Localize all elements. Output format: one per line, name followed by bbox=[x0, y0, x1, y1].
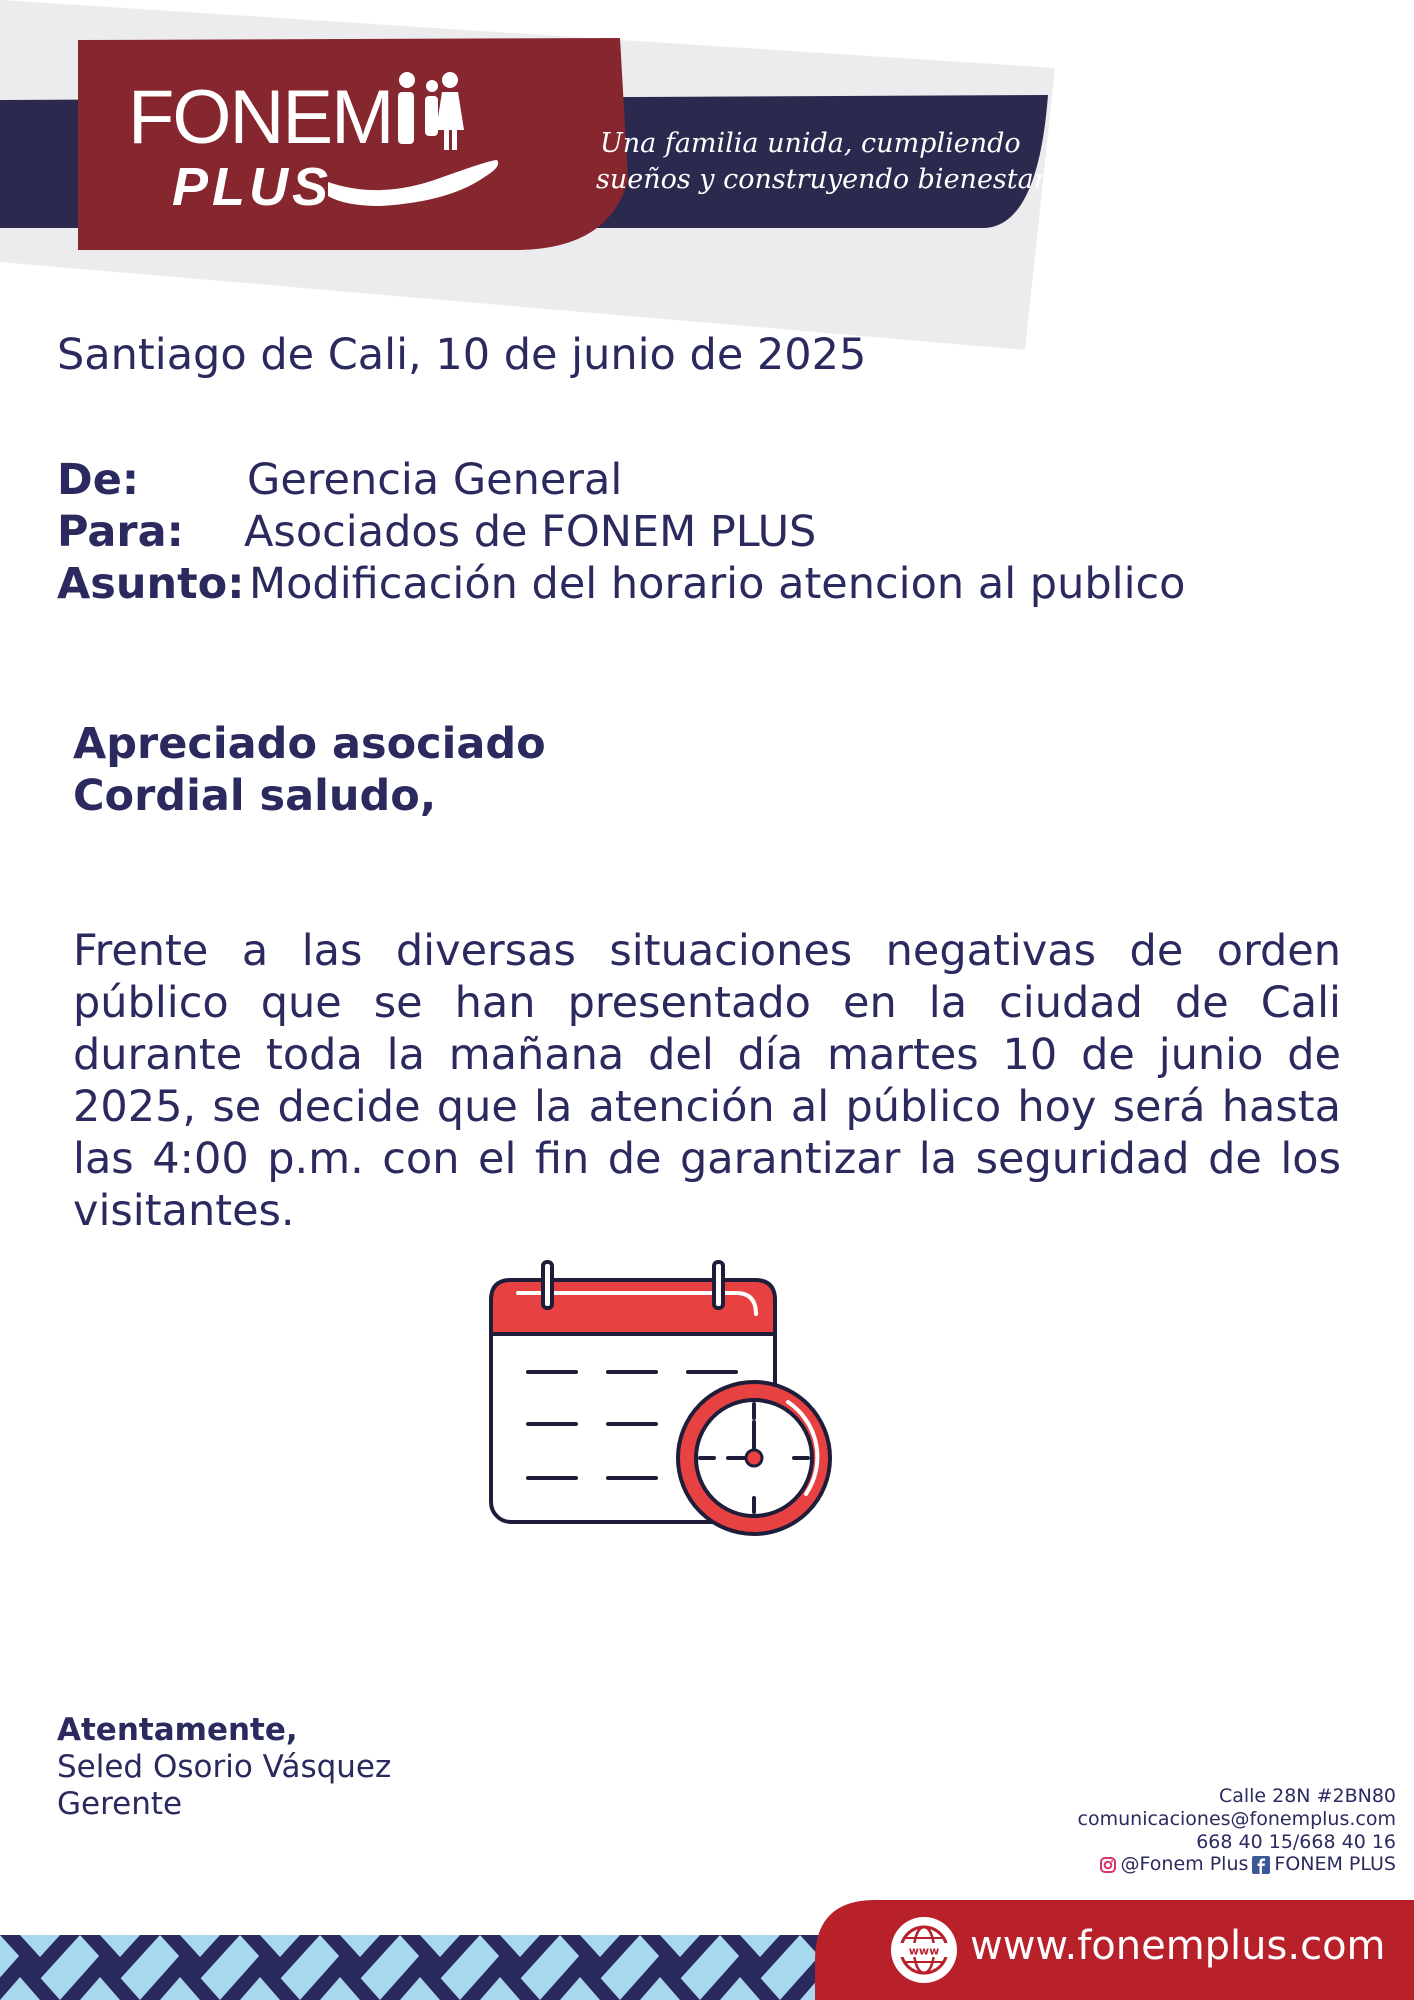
greeting-line-2: Cordial saludo, bbox=[73, 771, 437, 822]
letter-body: Frente a las diversas situaciones negativas de orden público que se han presentado en la ciudad de Cali durante toda la mañana del día martes 10 de junio de 2025, se decide que la atención al público hoy será hasta las 4:00 p.m. con el fin de garantizar la seguridad de los visitantes. bbox=[73, 926, 1341, 1237]
facebook-handle[interactable]: FONEM PLUS bbox=[1274, 1853, 1396, 1876]
greeting bbox=[73, 718, 546, 823]
contact-phones: 668 40 15/668 40 16 bbox=[1196, 1830, 1396, 1853]
instagram-handle[interactable]: @Fonem Plus bbox=[1120, 1853, 1249, 1876]
svg-text:www: www bbox=[908, 1944, 940, 1958]
logo-fonem-text: FONEM bbox=[128, 75, 393, 160]
calendar-clock-icon bbox=[488, 1258, 838, 1548]
signer-title: Gerente bbox=[57, 1786, 183, 1823]
facebook-icon bbox=[1252, 1856, 1270, 1874]
meta-value-from: Gerencia General bbox=[247, 455, 623, 505]
letter-date: Santiago de Cali, 10 de junio de 2025 bbox=[57, 330, 867, 380]
meta-label-subject: Asunto: bbox=[57, 559, 245, 609]
footer-pattern bbox=[0, 1935, 830, 2000]
meta-label-to: Para: bbox=[57, 507, 184, 557]
closing-phrase: Atentamente, bbox=[57, 1712, 298, 1748]
meta-value-to: Asociados de FONEM PLUS bbox=[244, 507, 817, 557]
instagram-icon bbox=[1099, 1856, 1117, 1874]
website-link[interactable]: www.fonemplus.com bbox=[970, 1923, 1386, 1969]
tagline-line-1: Una familia unida, cumpliendo bbox=[600, 128, 1021, 159]
closing-block bbox=[57, 1712, 391, 1824]
contact-address: Calle 28N #2BN80 bbox=[1218, 1785, 1396, 1807]
globe-icon bbox=[890, 1916, 958, 1984]
meta-label-from: De: bbox=[57, 455, 140, 505]
meta-value-subject: Modificación del horario atencion al publico bbox=[249, 559, 1186, 609]
signer-name: Seled Osorio Vásquez bbox=[57, 1749, 392, 1786]
greeting-line-1: Apreciado asociado bbox=[73, 719, 546, 769]
logo-plus-text: PLUS bbox=[172, 157, 333, 217]
contact-block bbox=[1078, 1785, 1396, 1876]
tagline-line-2: sueños y construyendo bienestar bbox=[596, 164, 1047, 195]
social-row bbox=[1078, 1853, 1396, 1876]
contact-email[interactable]: comunicaciones@fonemplus.com bbox=[1077, 1807, 1396, 1830]
